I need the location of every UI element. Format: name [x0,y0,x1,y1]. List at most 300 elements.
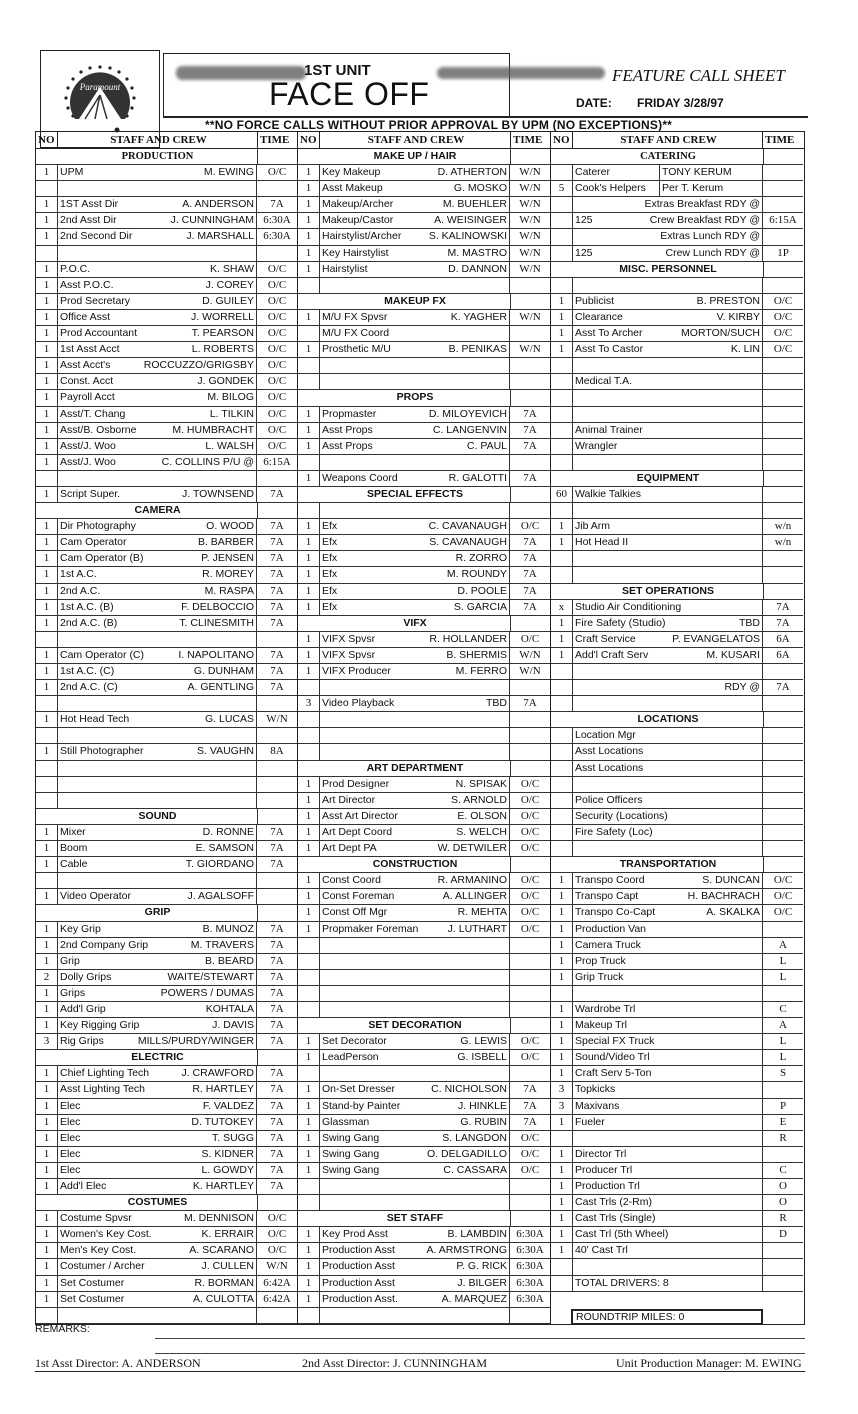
row-time: 7A [776,616,790,629]
row-role: Add'l Craft Serv [575,648,649,661]
row-name: M. MASTRO [448,246,511,261]
row-role: Cook's Helpers [575,182,646,195]
crew-row [298,680,550,696]
row-role: Elec [60,1115,81,1128]
row-number: 1 [36,374,58,389]
crew-row [36,584,297,600]
section-header [298,616,550,632]
row-number: 1 [298,213,320,228]
row-time: O/C [520,842,540,855]
crew-row [36,1018,297,1034]
row-number: 1 [298,905,320,920]
row-number [551,503,573,518]
crew-row [551,632,803,648]
row-time [510,986,550,1001]
row-role: 2nd Company Grip [60,938,149,951]
row-name: A. ALLINGER [443,889,510,904]
signature-line [35,1371,805,1372]
crew-row [36,519,297,535]
row-number: 1 [36,294,58,309]
row-number [551,696,573,711]
row-name: K. YAGHER [451,310,510,325]
crew-row [36,712,297,728]
crew-row [298,696,550,712]
row-number: 1 [298,809,320,824]
crew-row [36,165,297,181]
row-role: Cast Trl (5th Wheel) [575,1228,669,1241]
row-number: 1 [298,181,320,196]
row-time [763,181,803,196]
row-name: A. GENTLING [187,680,257,695]
row-number: 1 [36,1211,58,1226]
crew-row [551,1227,803,1243]
row-number: 1 [551,616,573,631]
section-header [36,1195,297,1211]
crew-row [36,825,297,841]
crew-row [36,696,297,712]
row-number: 1 [298,1243,320,1258]
row-time [763,809,803,824]
row-number: 1 [298,165,320,180]
row-time: W/N [519,198,541,211]
row-role: Mixer [60,825,86,838]
row-role: Asst/J. Woo [60,439,116,452]
redacted-mark [437,67,605,79]
row-name: P. JENSEN [201,551,257,566]
crew-row [298,535,550,551]
row-time: S [779,1067,787,1080]
crew-row [36,728,297,744]
row-time: 7A [270,1147,284,1160]
row-role: Cam Operator (C) [60,648,145,661]
crew-row [298,358,550,374]
remarks-line [155,1338,805,1339]
row-role: Craft Serv 5-Ton [575,1067,652,1080]
crew-row [551,1018,803,1034]
crew-row [36,229,297,245]
row-role: 2nd A.C. (B) [60,616,118,629]
row-name: L. ROBERTS [192,342,257,357]
crew-row [298,793,550,809]
crew-row [36,1259,297,1275]
crew-row [36,567,297,583]
row-time [510,728,550,743]
row-number [551,407,573,422]
row-number: 1 [298,648,320,663]
row-number: 1 [36,342,58,357]
crew-row [36,632,297,648]
row-time: 6:15A [263,455,291,468]
row-time [510,455,550,470]
row-number [551,551,573,566]
row-name: S. GARCIA [454,600,510,615]
crew-row [551,664,803,680]
row-time: 6:30A [516,1244,544,1257]
row-number: 1 [36,1292,58,1307]
row-time [510,1308,550,1323]
row-number: 1 [36,423,58,438]
row-number: 1 [551,938,573,953]
header-no: NO [551,132,573,148]
row-time: O/C [520,890,540,903]
crew-row [551,970,803,986]
crew-row [298,1243,550,1259]
row-time: O/C [773,343,793,356]
row-time [763,455,803,470]
row-number [551,841,573,856]
row-time [763,761,803,776]
row-role: Camera Truck [575,938,641,951]
row-name: R. HARTLEY [192,1082,257,1097]
crew-row [298,970,550,986]
row-time: 7A [270,1019,284,1032]
row-number: 1 [551,905,573,920]
row-number: 1 [36,197,58,212]
force-call-notice: **NO FORCE CALLS WITHOUT PRIOR APPROVAL BY UPM (NO EXCEPTIONS)** [205,118,673,132]
row-number: 1 [36,648,58,663]
row-role: Dir Photography [60,520,136,533]
row-role [58,777,254,792]
row-role: Publicist [575,294,615,307]
crew-row [551,181,803,197]
row-time [257,1308,297,1323]
row-role: Add'l Elec [60,1180,107,1192]
crew-row [551,294,803,310]
row-number [298,358,320,373]
row-time: L [779,1051,787,1064]
date-label: DATE: [576,96,612,110]
crew-row [551,680,803,696]
row-number: 5 [551,181,573,196]
paramount-logo-icon [55,57,145,137]
row-name: S. ARNOLD [451,793,510,808]
row-number [551,567,573,582]
row-time [510,680,550,695]
crew-row [298,229,550,245]
crew-row [298,841,550,857]
crew-row [36,471,297,487]
row-number: 1 [298,342,320,357]
crew-row [36,407,297,423]
crew-row [298,648,550,664]
crew-row [36,1131,297,1147]
crew-row [36,423,297,439]
crew-row [551,1115,803,1131]
row-role [320,680,507,695]
row-time [510,970,550,985]
section-title: SET STAFF [386,1212,444,1225]
row-role: Asst Makeup [322,182,383,195]
row-role: Key Grip [60,922,101,935]
row-time: R [779,1131,787,1144]
row-role: Asst To Castor [575,343,644,356]
row-role: Costume Spvsr [60,1212,132,1225]
row-role: Asst P.O.C. [60,278,114,291]
row-role: Key Prod Asst [322,1228,388,1241]
row-time: O/C [267,294,287,307]
roundtrip-miles: ROUNDTRIP MILES: 0 [571,1309,763,1325]
section-title: SET DECORATION [368,1019,462,1032]
row-role: Asst Art Director [322,809,398,822]
row-role [320,744,507,759]
row-time: O/C [267,278,287,291]
row-role [320,1066,507,1081]
row-number: 1 [551,1066,573,1081]
row-role [58,873,254,888]
row-name: D. TUTOKEY [191,1115,257,1130]
row-role [320,1179,507,1194]
row-time: C [779,1163,787,1176]
crew-row [36,1147,297,1163]
row-number [36,503,58,518]
header-staff: STAFF AND CREW [320,132,511,148]
section-header [551,857,803,873]
row-time [257,889,297,904]
row-role [320,358,507,373]
section-header [36,809,297,825]
row-time: 7A [523,439,537,452]
row-role: Production Asst [322,1276,395,1289]
row-number: 1 [36,616,58,631]
row-role: Police Officers [575,793,643,806]
crew-row [298,342,550,358]
crew-row [298,1179,550,1195]
row-time: L [779,970,787,983]
crew-row [298,712,550,728]
crew-row [36,358,297,374]
row-number [551,455,573,470]
crew-row [36,922,297,938]
row-name: K. SHAW [210,262,257,277]
row-time [763,712,803,727]
crew-row [36,648,297,664]
row-time: 7A [270,520,284,533]
row-number [551,1131,573,1146]
row-role: Still Photographer [60,745,144,758]
section-title: MAKE UP / HAIR [373,150,457,162]
row-role: Prod Secretary [60,294,131,307]
row-number [36,728,58,743]
row-number [551,439,573,454]
row-role: Cable [60,858,88,871]
row-time [763,728,803,743]
row-role: Wardrobe Trl [575,1002,636,1015]
row-name: N. SPISAK [456,777,510,792]
section-header [36,1050,297,1066]
row-name: D. DANNON [448,262,510,277]
row-number: 1 [298,889,320,904]
row-number: 1 [36,1259,58,1274]
crew-row [298,262,550,278]
row-number [551,471,573,486]
row-time [257,793,297,808]
crew-row [298,1259,550,1275]
row-number: 1 [551,1002,573,1017]
row-time: W/N [519,246,541,259]
row-role: Maxivans [575,1099,620,1112]
row-number: 1 [298,841,320,856]
row-time [510,294,550,309]
row-role: Const Coord [322,874,381,887]
row-role: Makeup/Castor [322,214,394,227]
row-role: 1st A.C. (C) [60,665,115,677]
row-time [257,728,297,743]
row-name: J. AGALSOFF [187,889,257,904]
row-time: 7A [270,568,284,581]
row-number: 1 [36,407,58,422]
row-name: K. LIN [731,342,763,357]
crew-row [551,567,803,583]
row-role: Chief Lighting Tech [60,1067,150,1080]
row-name: M. ROUNDY [447,567,510,582]
row-number: 1 [36,519,58,534]
row-time: O/C [773,874,793,887]
row-name: J. MARSHALL [186,229,257,244]
row-time [257,471,297,486]
row-number: 1 [36,922,58,937]
row-time [763,374,803,389]
row-name: W. DETWILER [438,841,510,856]
crew-row [36,1115,297,1131]
row-role: Elec [60,1163,81,1176]
row-name: POWERS / DUMAS [161,986,257,1001]
section-header [298,149,550,165]
row-time: W/N [519,310,541,323]
row-time [763,407,803,422]
row-number [36,1050,58,1065]
crew-row [551,310,803,326]
row-role: Elec [60,1131,81,1144]
row-number [551,1276,573,1291]
crew-row [36,213,297,229]
row-name: L. GOWDY [201,1163,257,1178]
row-role: Craft Service [575,632,636,645]
row-time: 6:42A [263,1292,291,1305]
row-time: O/C [520,1051,540,1064]
row-number: 1 [36,455,58,470]
row-name: C. CAVANAUGH [429,519,510,534]
row-role: Costumer / Archer [60,1260,145,1273]
row-name: P. EVANGELATOS [672,632,763,647]
row-time: O/C [267,375,287,388]
crew-row [298,165,550,181]
row-number [36,696,58,711]
crew-row [551,1050,803,1066]
header-no: NO [298,132,320,148]
row-number: 1 [298,1115,320,1130]
crew-row [551,922,803,938]
row-name: A. MARQUEZ [442,1292,510,1307]
section-header [551,584,803,600]
section-header [298,1211,550,1227]
row-time [763,439,803,454]
row-name: D. GUILEY [202,294,257,309]
crew-row [551,1002,803,1018]
row-name: MORTON/SUCH [681,326,763,341]
first-ad-signature: 1st Asst Director: A. ANDERSON [35,1356,201,1370]
row-number [298,390,320,405]
row-time: O/C [267,262,287,275]
row-number [298,1018,320,1033]
row-time [763,1259,803,1274]
crew-row [298,246,550,262]
row-time [510,857,550,872]
row-role [573,197,645,212]
row-time [510,712,550,727]
row-role: Key Makeup [322,166,381,179]
row-time [257,503,297,518]
row-name: A. WEISINGER [434,213,510,228]
crew-row [298,1115,550,1131]
row-time: O/C [520,922,540,935]
row-role [58,696,254,711]
row-time: 6A [776,632,790,645]
row-role [320,278,507,293]
row-number: 1 [36,938,58,953]
row-number [298,986,320,1001]
row-time: 7A [270,536,284,549]
row-number [298,712,320,727]
row-time [257,149,297,164]
row-time [763,149,803,164]
crew-row [36,761,297,777]
row-time: 6:30A [516,1276,544,1289]
crew-row [551,1195,803,1211]
row-role: Walkie Talkies [575,487,641,500]
row-number [551,1259,573,1274]
row-time [763,857,803,872]
row-time [763,793,803,808]
row-role [58,246,254,261]
row-name: M. RASPA [205,584,257,599]
row-name: R. MOREY [202,567,257,582]
crew-row [551,278,803,294]
row-name: D. POOLE [457,584,510,599]
row-time: w/n [774,536,792,549]
row-time: 7A [523,568,537,581]
row-name: G. DUNHAM [194,664,257,679]
row-role: Makeup Trl [575,1019,627,1032]
row-name: TONY KERUM [659,165,763,180]
crew-row [551,938,803,954]
crew-row [551,197,803,213]
row-role: M/U FX Spvsr [322,310,388,323]
crew-row [36,1082,297,1098]
row-name: E. OLSON [457,809,510,824]
row-role: Set Decorator [322,1035,387,1048]
row-time: O/C [520,809,540,822]
row-number: 1 [36,1131,58,1146]
row-role: Caterer [575,166,611,179]
row-role: 40' Cast Trl [575,1244,628,1257]
row-time [510,1066,550,1081]
row-time: 7A [270,858,284,871]
row-name: B. BARBER [198,535,257,550]
row-number: 1 [551,954,573,969]
second-ad-signature: 2nd Asst Director: J. CUNNINGHAM [302,1356,487,1370]
row-role: Special FX Truck [575,1035,655,1048]
row-time: 7A [523,407,537,420]
row-time: 7A [270,681,284,694]
row-name: J. DAVIS [212,1018,257,1033]
row-time: P [779,1099,787,1112]
row-role: Clearance [575,310,623,323]
row-name: T. SUGG [212,1131,257,1146]
crew-row [36,1099,297,1115]
crew-row [36,487,297,503]
row-number: 1 [298,632,320,647]
row-time [763,664,803,679]
